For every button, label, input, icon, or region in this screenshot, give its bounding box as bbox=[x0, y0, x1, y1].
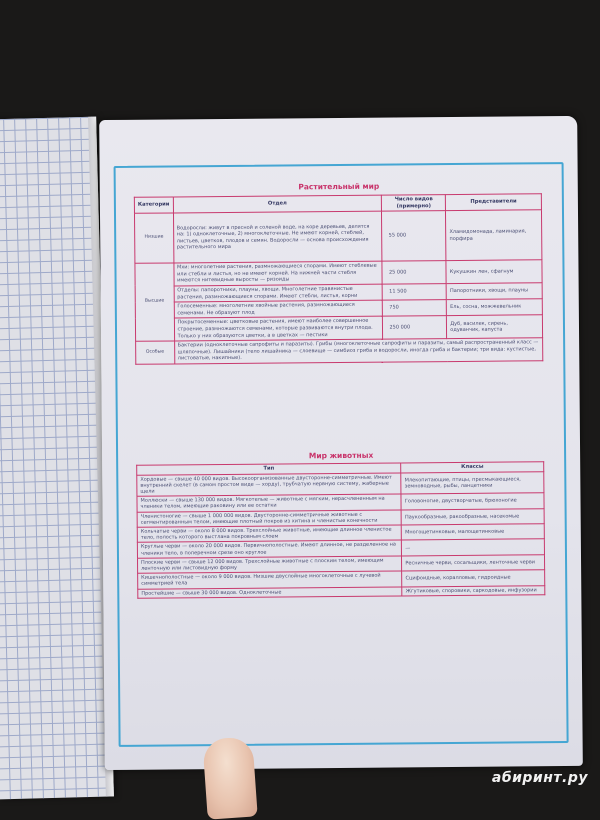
type-cell: Кишечнополостные — около 9 000 видов. Низшие двуслойные многоклеточные с лучевой симметрией тела bbox=[138, 571, 402, 589]
division-cell: Голосеменные: многолетние хвойные растения, размножающиеся семенами. Не образуют плод bbox=[174, 300, 383, 318]
special-division-cell: Бактерии (одноклеточные сапрофиты и паразиты). Грибы (многоклеточные сапрофиты и паразиты, самый распространенный класс — шляпочные). Лишайники (тело лишайника — слоевище — симбиоз гриба и водоросли, иногда гриба и бактерии; три вида: кустистые, листоватые, накипные). bbox=[174, 338, 543, 364]
representatives-cell: Папоротники, хвощи, плауны bbox=[446, 283, 542, 300]
type-cell: Моллюски — свыше 130 000 видов. Мягкотелые — животные с мягким, нерасчлененным на членики телом, имеющие раковину или ее остатки bbox=[137, 494, 401, 512]
header-type: Тип bbox=[137, 463, 401, 475]
species-cell: 250 000 bbox=[383, 316, 447, 339]
header-representatives: Представители bbox=[446, 194, 542, 211]
representatives-cell: Кукушкин лен, сфагнум bbox=[446, 260, 542, 284]
category-cell: Особые bbox=[136, 341, 175, 364]
watermark-logo: абиринт.ру bbox=[491, 770, 588, 786]
classes-cell: Сцифоидные, коралловые, гидроидные bbox=[402, 570, 545, 587]
animals-table bbox=[136, 461, 545, 598]
division-cell: Мхи: многолетние растения, размножающиеся спорами. Имеют стеблевые или стебли и листья, но не имеют корней. На нижней части стебля имеются нитевидные выросты — ризоиды bbox=[173, 261, 382, 286]
species-cell: 55 000 bbox=[382, 211, 446, 262]
representatives-cell: Хламидомонада, ламинария, порфира bbox=[446, 210, 542, 261]
type-cell: Простейшие — свыше 30 000 видов. Одноклеточные bbox=[138, 587, 402, 599]
table-row bbox=[134, 210, 541, 264]
classes-cell: Ресничные черви, сосальщики, ленточные черви bbox=[402, 555, 545, 572]
table-row bbox=[136, 338, 543, 364]
classes-cell: — bbox=[402, 539, 545, 556]
finger-holding-page bbox=[202, 736, 257, 819]
animals-title: Мир животных bbox=[308, 450, 374, 461]
header-category: Категории bbox=[134, 197, 173, 214]
division-cell: Отделы: папоротники, плауны, хвощи. Многолетние травянистые растения, размножающиеся спорами. Имеют стебли, листья, корни bbox=[174, 284, 383, 302]
classes-cell: Паукообразные, ракообразные, насекомые bbox=[401, 508, 544, 525]
category-cell: Низшие bbox=[134, 213, 173, 263]
species-cell: 750 bbox=[383, 300, 447, 317]
representatives-cell: Ель, сосна, можжевельник bbox=[447, 299, 543, 316]
representatives-cell: Дуб, василек, сирень, одуванчик, капуста bbox=[447, 315, 543, 339]
type-cell: Кольчатые черви — около 8 000 видов. Трехслойные животные, имеющие длинное членистое тело, полость которого выстлана покровным слоем bbox=[137, 525, 401, 543]
category-cell: Высшие bbox=[135, 263, 174, 341]
classes-cell: Млекопитающие, птицы, пресмыкающиеся, земноводные, рыбы, ланцетники bbox=[401, 471, 544, 494]
species-cell: 11 500 bbox=[383, 284, 447, 301]
division-cell: Покрытосеменные: цветковые растения, имеют наиболее совершенное строение, размножаются семенами, которые развиваются внутри плода. Только у них образуются цветки, а в цветках — пестики bbox=[174, 316, 383, 341]
classes-cell: Головоногие, двустворчатые, брюхоногие bbox=[401, 493, 544, 510]
classes-cell: Жгутиковые, споровики, саркодовые, инфузории bbox=[402, 585, 545, 595]
page-frame bbox=[114, 162, 569, 747]
plants-table bbox=[134, 193, 543, 364]
type-cell: Плоские черви — свыше 12 000 видов. Трехслойные животные с плоским телом, имеющим ленточную или листовидную форму bbox=[137, 556, 401, 574]
book-page bbox=[99, 116, 583, 770]
type-cell: Хордовые — свыше 40 000 видов. Высокоорганизованные двусторонне-симметричные. Имеют внутренний скелет (в самом простом виде — хорду), трубчатую нервную систему, жаберные щели bbox=[137, 473, 401, 497]
species-cell: 25 000 bbox=[382, 261, 446, 284]
type-cell: Круглые черви — около 20 000 видов. Первичнополостные. Имеют длинное, не разделенное на членики тело, в поперечном срезе оно круглое bbox=[137, 540, 401, 558]
classes-cell: Многощетинковые, малощетинковые bbox=[402, 524, 545, 541]
type-cell: Членистоногие — свыше 1 000 000 видов. Двусторонне-симметричные животные с сегментированным телом, имеющие плотный покров из хитина и членистые конечности bbox=[137, 510, 401, 528]
header-division: Отдел bbox=[173, 195, 382, 213]
header-species: Число видов (примерно) bbox=[382, 195, 446, 212]
header-classes: Классы bbox=[401, 462, 544, 473]
plants-title: Растительный мир bbox=[298, 181, 380, 192]
graph-paper-notebook bbox=[0, 117, 114, 800]
division-cell: Водоросли: живут в пресной и соленой воде, на коре деревьев, делятся на: 1) одноклеточные, 2) многоклеточные. Не имеют корней, стеблей, листьев, цветков, плодов и семян. Водоросли — основа происхождения растительного мира bbox=[173, 211, 382, 263]
